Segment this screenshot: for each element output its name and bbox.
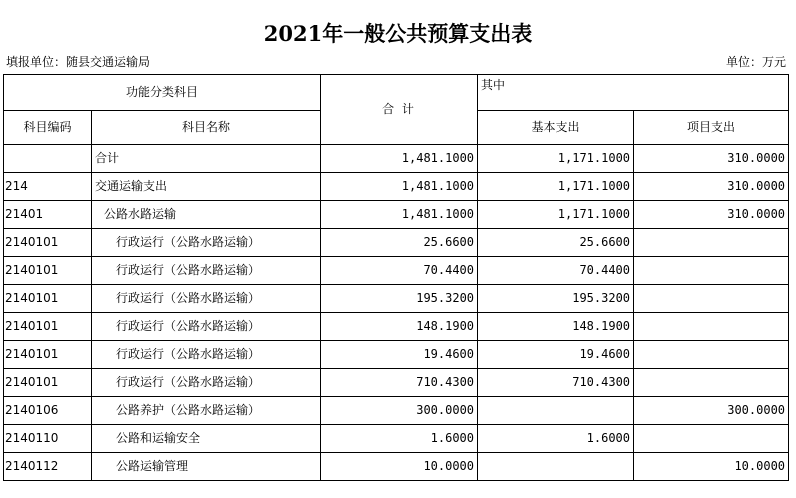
header-row-1 (4, 75, 789, 111)
table-row (4, 369, 789, 397)
total-cell: 710.4300 (321, 369, 478, 397)
code-cell: 2140101 (4, 257, 92, 285)
total-cell: 148.1900 (321, 313, 478, 341)
total-cell: 25.6600 (321, 229, 478, 257)
table-row (4, 341, 789, 369)
func-category-header: 功能分类科目 (4, 75, 321, 111)
code-cell: 2140112 (4, 453, 92, 481)
of-which-header: 其中 (478, 75, 789, 111)
name-cell: 公路水路运输 (92, 201, 321, 229)
name-cell: 公路养护（公路水路运输） (92, 397, 321, 425)
project-cell (634, 257, 789, 285)
name-cell: 行政运行（公路水路运输） (92, 257, 321, 285)
project-cell (634, 313, 789, 341)
table-row (4, 285, 789, 313)
code-cell: 2140101 (4, 369, 92, 397)
code-cell: 21401 (4, 201, 92, 229)
code-cell (4, 145, 92, 173)
total-cell: 1,481.1000 (321, 201, 478, 229)
budget-table (3, 74, 789, 481)
code-cell: 2140101 (4, 285, 92, 313)
basic-header: 基本支出 (478, 111, 634, 145)
project-cell (634, 285, 789, 313)
project-cell (634, 229, 789, 257)
basic-cell: 195.3200 (478, 285, 634, 313)
code-cell: 2140110 (4, 425, 92, 453)
total-cell: 195.3200 (321, 285, 478, 313)
name-cell: 交通运输支出 (92, 173, 321, 201)
code-cell: 214 (4, 173, 92, 201)
basic-cell: 148.1900 (478, 313, 634, 341)
table-row (4, 257, 789, 285)
name-cell: 行政运行（公路水路运输） (92, 285, 321, 313)
total-cell: 1,481.1000 (321, 173, 478, 201)
code-cell: 2140106 (4, 397, 92, 425)
project-cell (634, 369, 789, 397)
total-cell: 1.6000 (321, 425, 478, 453)
name-cell: 行政运行（公路水路运输） (92, 313, 321, 341)
basic-cell: 25.6600 (478, 229, 634, 257)
name-cell: 行政运行（公路水路运输） (92, 229, 321, 257)
table-row (4, 173, 789, 201)
total-cell: 19.4600 (321, 341, 478, 369)
name-cell: 行政运行（公路水路运输） (92, 369, 321, 397)
basic-cell (478, 453, 634, 481)
basic-cell: 1,171.1000 (478, 145, 634, 173)
table-row (4, 397, 789, 425)
name-header: 科目名称 (92, 111, 321, 145)
project-cell: 300.0000 (634, 397, 789, 425)
report-title: 2021年一般公共预算支出表 (263, 21, 533, 46)
code-cell: 2140101 (4, 229, 92, 257)
total-header: 合 计 (321, 75, 478, 145)
project-cell: 310.0000 (634, 201, 789, 229)
table-row (4, 229, 789, 257)
table-row (4, 425, 789, 453)
basic-cell: 70.4400 (478, 257, 634, 285)
code-cell: 2140101 (4, 341, 92, 369)
total-cell: 300.0000 (321, 397, 478, 425)
total-cell: 70.4400 (321, 257, 478, 285)
table-row (4, 453, 789, 481)
table-row (4, 145, 789, 173)
name-cell: 行政运行（公路水路运输） (92, 341, 321, 369)
project-cell (634, 341, 789, 369)
reporting-unit: 填报单位：随县交通运输局 (6, 55, 151, 69)
project-cell: 310.0000 (634, 145, 789, 173)
code-cell: 2140101 (4, 313, 92, 341)
name-cell: 合计 (92, 145, 321, 173)
table-row (4, 313, 789, 341)
project-header: 项目支出 (634, 111, 789, 145)
name-cell: 公路运输管理 (92, 453, 321, 481)
basic-cell: 1,171.1000 (478, 201, 634, 229)
basic-cell: 1,171.1000 (478, 173, 634, 201)
project-cell: 10.0000 (634, 453, 789, 481)
project-cell (634, 425, 789, 453)
currency-unit: 单位：万元 (725, 55, 786, 69)
basic-cell: 1.6000 (478, 425, 634, 453)
total-cell: 10.0000 (321, 453, 478, 481)
basic-cell (478, 397, 634, 425)
table-row (4, 201, 789, 229)
code-header: 科目编码 (4, 111, 92, 145)
project-cell: 310.0000 (634, 173, 789, 201)
total-cell: 1,481.1000 (321, 145, 478, 173)
basic-cell: 19.4600 (478, 341, 634, 369)
basic-cell: 710.4300 (478, 369, 634, 397)
name-cell: 公路和运输安全 (92, 425, 321, 453)
